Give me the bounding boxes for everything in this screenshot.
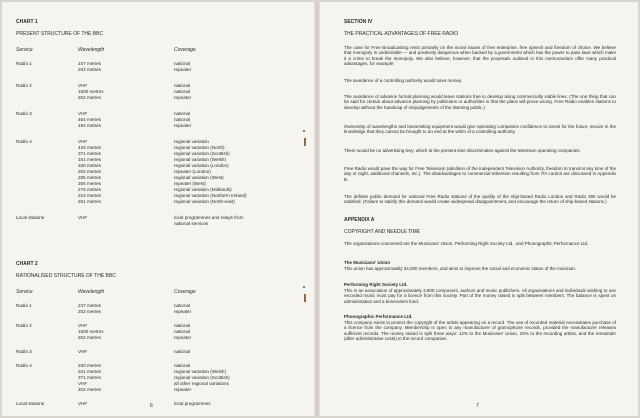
wavelength-cell: VHF [78,139,88,144]
appendix-intro: The organisations concerned are the Musicians' Union, Performing Right Society Ltd., and Phonographic Performance Ltd. [344,241,589,246]
org-text: This company exists to protect the copyright of the artists appearing on a record. The use of recorded material necessitates purchase of a licence from the company. Membership is open to any manufacturer of gramophone records, provided the manufacturer releases sufficient records. The money raised is split three ways: 12% to the Musicians' Union, 20% to the recording artists, and the remainder (after administrative costs) to the record companies. [344,320,616,342]
coverage-cell: regional variation (London) [174,163,229,168]
paragraph: The avoidance of a controlling authority would save money. [344,78,462,83]
chart2-header-service: Service [16,289,33,295]
coverage-cell: local programmes [174,401,211,406]
wavelength-cell: 371 metres [78,375,101,380]
chart2-subtitle: RATIONALISED STRUCTURE OF THE BBC [16,273,116,279]
chart1-header-coverage: Coverage [174,47,196,53]
chart1-subtitle: PRESENT STRUCTURE OF THE BBC [16,31,104,37]
service-cell: Radio 1 [16,303,32,308]
service-cell: Radio 4 [16,139,32,144]
wavelength-cell: 1500 metres [78,329,104,334]
coverage-cell: national [174,323,191,328]
paragraph: The avoidance of advance format planning would leave stations free to develop along commercially viable lines. (The one thing that can be said for certain about advance planning by politicians or authorities is that the plans will prove wrong. Free Radio enables stations to develop without the handicap of misjudgements of the listening public.) [344,94,616,110]
chart1-header-service: Service [16,47,33,53]
coverage-cell: repeater [174,387,192,392]
chart2-title: CHART 2 [16,261,38,267]
service-cell: Radio 2 [16,83,32,88]
coverage-cell: repeater (London) [174,169,211,174]
service-cell: Radio 1 [16,61,32,66]
service-cell: Radio 2 [16,323,32,328]
binding-dot [303,130,305,132]
wavelength-cell: 341 metres [78,157,101,162]
coverage-cell: regional variation (Scottish) [174,375,230,380]
chart2-header-coverage: Coverage [174,289,196,295]
coverage-cell: repeater (West) [174,181,206,186]
service-cell: Radio 4 [16,363,32,368]
wavelength-cell: 247 metres [78,303,101,308]
binding-dot [303,286,305,288]
coverage-cell: local programmes and relays from [174,215,244,220]
wavelength-cell: 434 metres [78,145,101,150]
binding-mark [304,138,306,146]
coverage-cell: national [174,363,191,368]
chart2-header-wavelength: Wavelength [78,289,105,295]
paragraph: There would be no advertising levy, which at the present time discriminates against the television operating companies. [344,148,581,153]
wavelength-cell: 224 metres [78,193,101,198]
wavelength-cell: 285 metres [78,175,101,180]
coverage-cell: regional variation (Midlands) [174,187,232,192]
binding-mark [304,294,306,302]
coverage-cell: national [174,117,191,122]
coverage-cell: repeater [174,67,192,72]
org-name: The Musicians' Union [344,260,391,265]
coverage-cell: national [174,349,191,354]
chart1-title: CHART 1 [16,19,38,25]
paragraph: Free Radio would pave the way for Free Television (abolition of the Independent Television Authority, freedom to transmit any time of the day or night, additional channels, etc.). The disadvantages to commercial television resulting from ITA control are discussed in Appendix B. [344,166,616,182]
org-text: This is an association of approximately 3,800 composers, authors and music publishers. All organisations and individuals wishing to use recorded music must pay for a licence from this society. Part of the money raised is split between members. The balance is spent on administration and a benevolent fund. [344,288,616,304]
appendix-label: APPENDIX A [344,217,375,223]
wavelength-cell: 330 metres [78,163,101,168]
paragraph: The case for Free Broadcasting rests primarily on the moral issues of free enterprise, free speech and freedom of choice. We believe that monopoly is undesirable — and positively dangerous when backed by a government which has the power to pass laws which make it a crime to break the monopoly. We also believe, however, that the proposals outlined in this memorandum offer many practical advantages, for example: [344,45,616,67]
wavelength-cell: 330 metres [78,363,101,368]
wavelength-cell: 202 metres [78,169,101,174]
wavelength-cell: VHF [78,323,88,328]
wavelength-cell: 261 metres [78,199,101,204]
left-page [2,2,314,416]
page-number-left: 6 [150,403,153,409]
coverage-cell: national [174,89,191,94]
wavelength-cell: VHF [78,381,88,386]
wavelength-cell: 202 metres [78,95,101,100]
org-text: This union has approximately 34,000 members, and aims to improve the social and economic status of the musician. [344,266,577,271]
coverage-cell: regional variation (Northern Ireland) [174,193,247,198]
chart1-header-wavelength: Wavelength [78,47,105,53]
wavelength-cell: VHF [78,215,88,220]
service-cell: Local stations [16,401,45,406]
coverage-cell: all other regional variations [174,381,229,386]
section-title: SECTION IV [344,19,373,25]
wavelength-cell: VHF [78,83,88,88]
service-cell: Radio 3 [16,349,32,354]
wavelength-cell: 202 metres [78,387,101,392]
coverage-cell: regional variation (North) [174,145,225,150]
coverage-cell: national services [174,221,209,226]
coverage-cell: national [174,329,191,334]
wavelength-cell: 194 metres [78,123,101,128]
coverage-cell: national [174,83,191,88]
coverage-cell: repeater [174,95,192,100]
wavelength-cell: VHF [78,349,88,354]
coverage-cell: repeater [174,335,192,340]
coverage-cell: national [174,111,191,116]
wavelength-cell: 1500 metres [78,89,104,94]
wavelength-cell: 202 metres [78,309,101,314]
coverage-cell: repeater [174,309,192,314]
wavelength-cell: VHF [78,401,88,406]
coverage-cell: regional variation (West) [174,175,224,180]
service-cell: Radio 3 [16,111,32,116]
service-cell: Local stations [16,215,45,220]
paragraph: Ownership of wavelengths and transmitting equipment would give operating companies confidence to invest for the future, secure in the knowledge that they cannot be brought to an end at the whim of a controlling authority. [344,124,616,135]
wavelength-cell: 371 metres [78,151,101,156]
wavelength-cell: 341 metres [78,369,101,374]
wavelength-cell: VHF [78,111,88,116]
appendix-title: COPYRIGHT AND NEEDLE TIME [344,229,420,235]
right-page [320,2,638,416]
wavelength-cell: 202 metres [78,335,101,340]
wavelength-cell: 464 metres [78,117,101,122]
coverage-cell: regional variation (Welsh) [174,157,227,162]
coverage-cell: regional variation (North-east) [174,199,235,204]
org-name: Phonographic Performance Ltd. [344,314,413,319]
wavelength-cell: 206 metres [78,181,101,186]
section-heading: THE PRACTICAL ADVANTAGES OF FREE RADIO [344,31,459,37]
wavelength-cell: 202 metres [78,67,101,72]
paragraph: The definite public demand for national Free Radio stations of the quality of the ship-based Radio London and Radio 390 would be satisfied. (Failure to satisfy this demand would create widespread disappointment, and encourage the return of ship-based stations.) [344,194,616,205]
coverage-cell: regional variation (Scottish) [174,151,230,156]
coverage-cell: regional variation [174,139,209,144]
page-number-right: 7 [476,403,479,409]
wavelength-cell: 276 metres [78,187,101,192]
coverage-cell: regional variation (Welsh) [174,369,227,374]
coverage-cell: national [174,303,191,308]
coverage-cell: repeater [174,123,192,128]
org-name: Performing Right Society Ltd. [344,282,408,287]
wavelength-cell: 247 metres [78,61,101,66]
coverage-cell: national [174,61,191,66]
